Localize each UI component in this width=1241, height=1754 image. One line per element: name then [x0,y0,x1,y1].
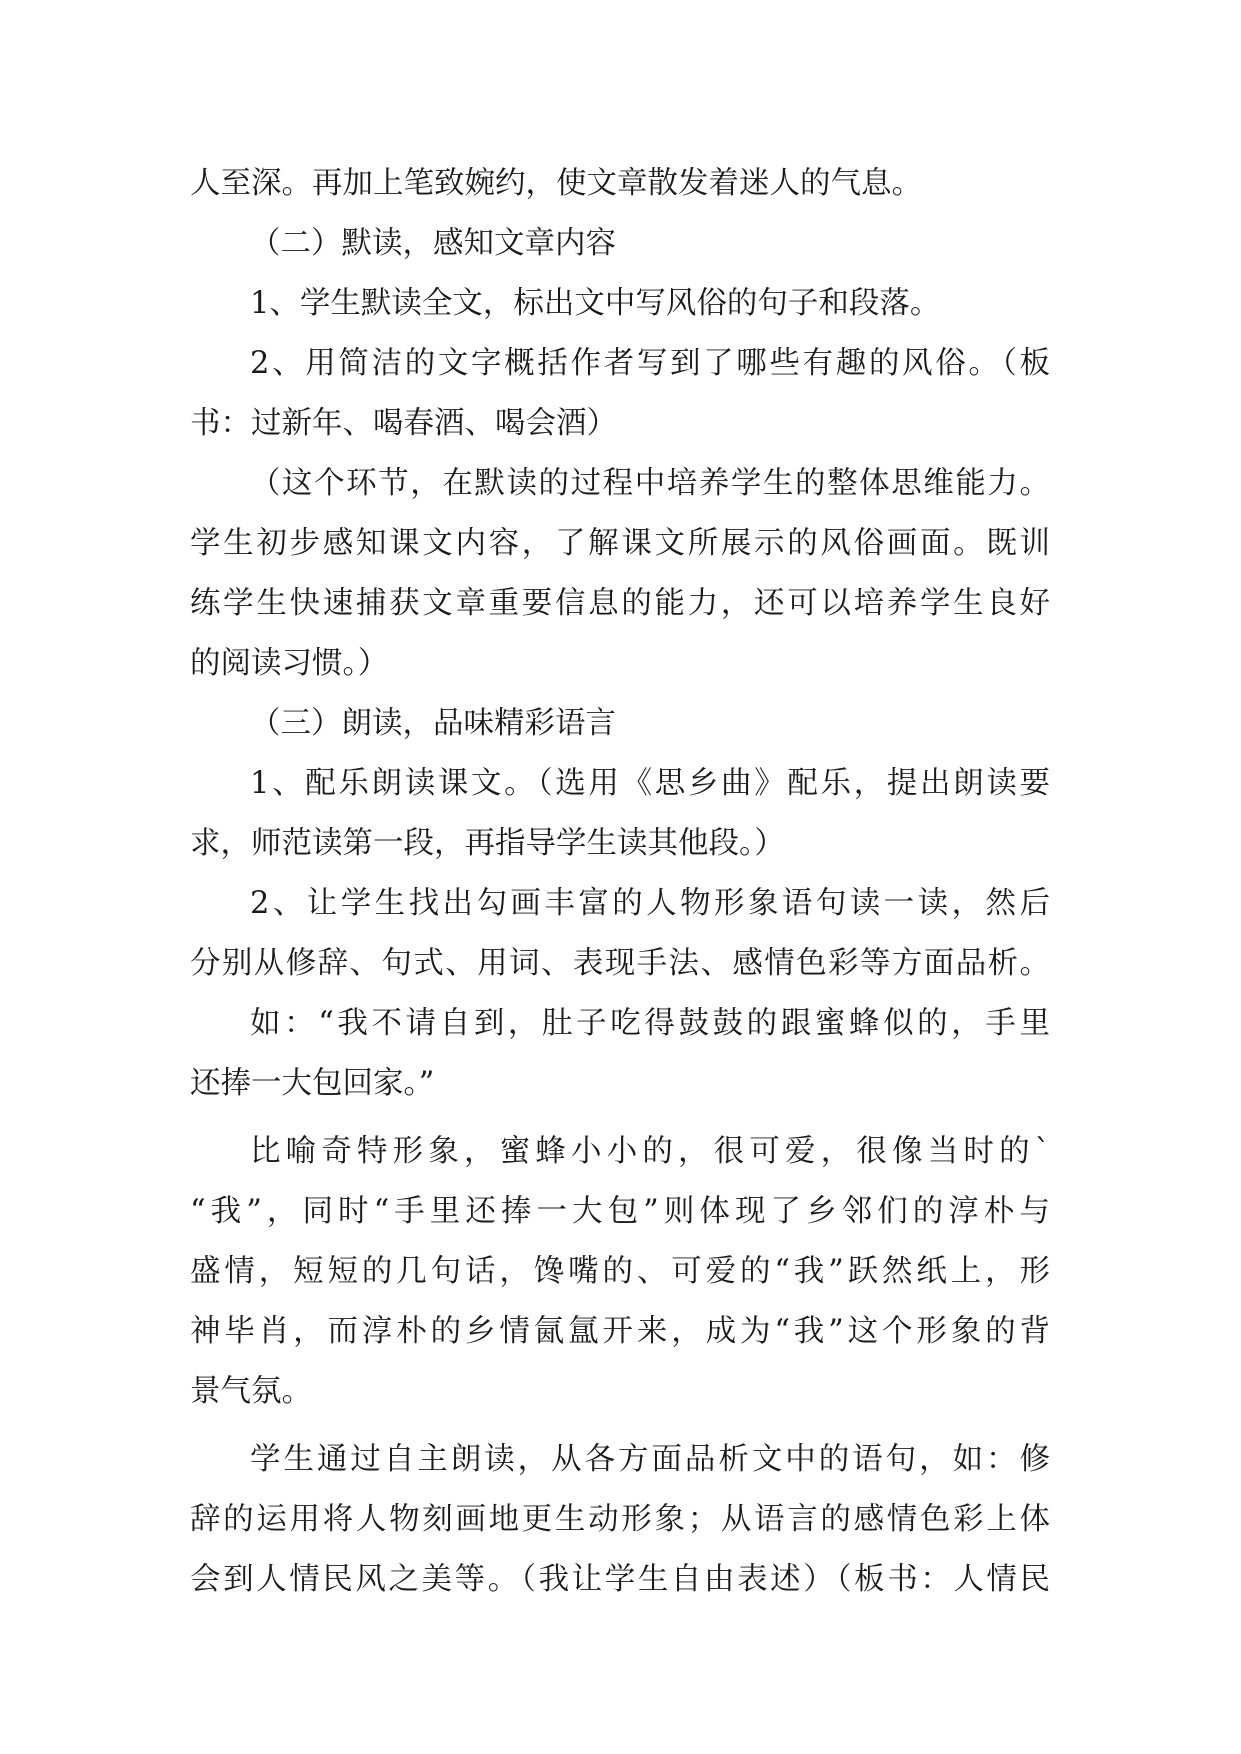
text-line: 学生通过自主朗读，从各方面品析文中的语句，如：修 [250,1442,1050,1477]
text-line: 求，师范读第一段，再指导学生读其他段。） [190,826,785,861]
section-heading: （二）默读，感知文章内容 [250,226,616,261]
text-line: 辞的运用将人物刻画地更生动形象；从语言的感情色彩上体 [190,1502,1050,1537]
text-line: 2、让学生找出勾画丰富的人物形象语句读一读，然后 [250,886,1050,921]
text-line: 练学生快速捕获文章重要信息的能力，还可以培养学生良好 [190,586,1050,621]
section-heading: （三）朗读，品味精彩语言 [250,706,616,741]
text-line: “我”，同时“手里还捧一大包”则体现了乡邻们的淳朴与 [190,1194,1050,1229]
text-line: 景气氛。 [190,1374,312,1409]
text-line: 神毕肖，而淳朴的乡情氤氲开来，成为“我”这个形象的背 [190,1314,1050,1349]
text-line: （这个环节，在默读的过程中培养学生的整体思维能力。 [250,466,1050,501]
text-line: 盛情，短短的几句话，馋嘴的、可爱的“我”跃然纸上，形 [190,1254,1050,1289]
text-line: 会到人情民风之美等。（我让学生自由表述）（板书：人情民 [190,1562,1050,1597]
text-line: 人至深。再加上笔致婉约，使文章散发着迷人的气息。 [190,166,922,201]
text-line: 1、学生默读全文，标出文中写风俗的句子和段落。 [250,286,941,321]
text-line: 还捧一大包回家。” [190,1066,435,1101]
text-line: 2、用简洁的文字概括作者写到了哪些有趣的风俗。（板 [250,346,1050,381]
text-line: 如：“我不请自到，肚子吃得鼓鼓的跟蜜蜂似的，手里 [250,1006,1050,1041]
text-line: 1、配乐朗读课文。（选用《思乡曲》配乐，提出朗读要 [250,766,1050,801]
text-line: 学生初步感知课文内容，了解课文所展示的风俗画面。既训 [190,526,1050,561]
text-line: 书：过新年、喝春酒、喝会酒） [190,406,617,441]
text-line: 的阅读习惯。） [190,646,389,681]
text-line: 比喻奇特形象，蜜蜂小小的，很可爱，很像当时的` [250,1134,1050,1169]
text-line: 分别从修辞、句式、用词、表现手法、感情色彩等方面品析。 [190,946,1050,981]
